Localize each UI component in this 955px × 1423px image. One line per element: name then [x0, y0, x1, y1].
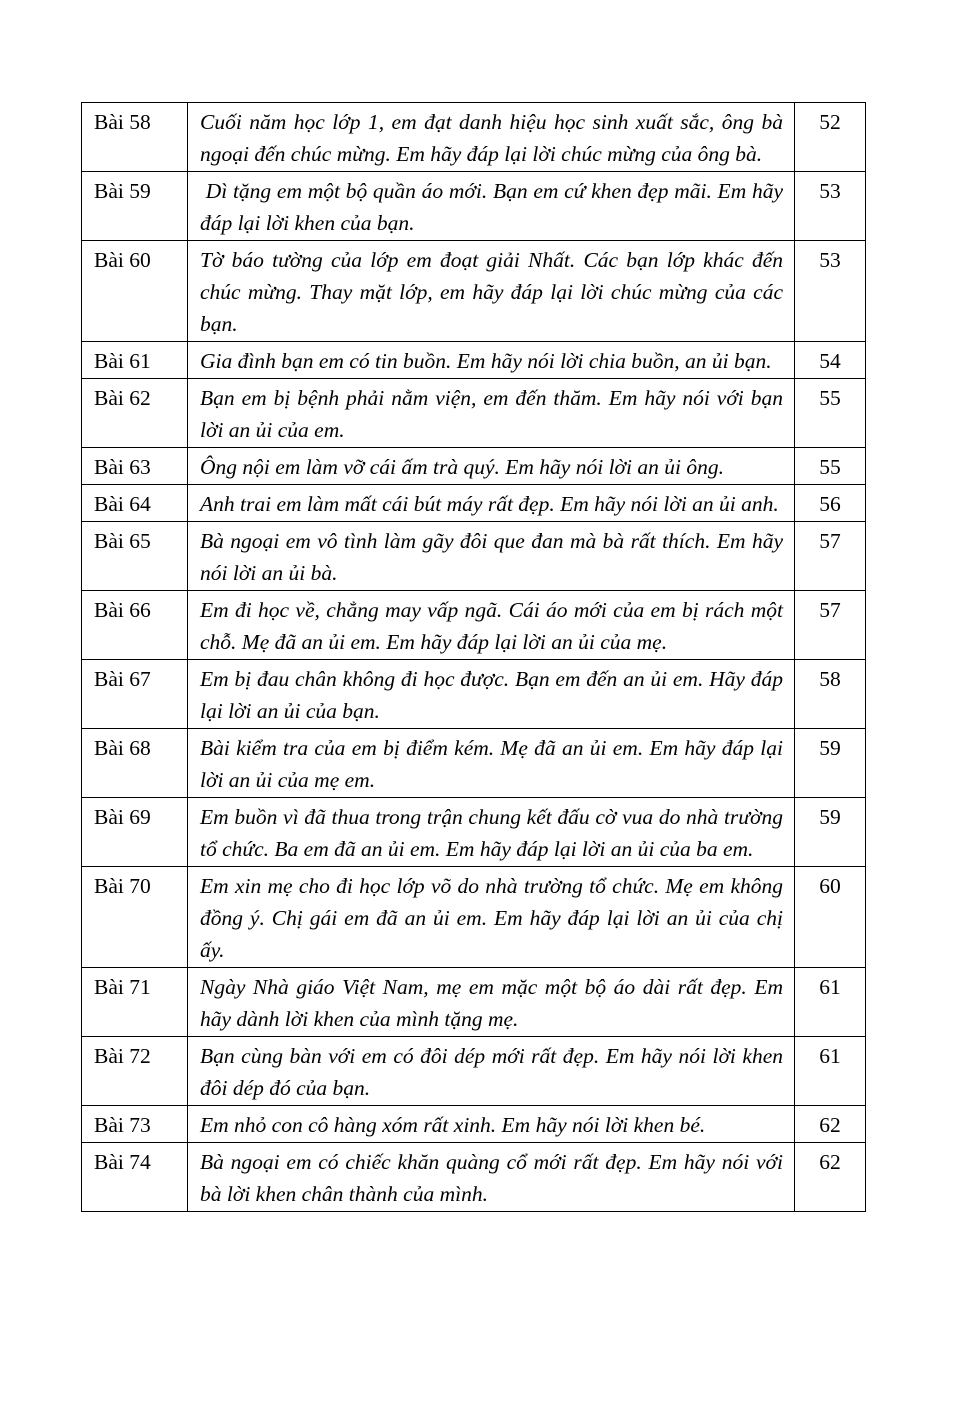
page-number: 60 [795, 867, 866, 968]
table-row [82, 591, 866, 660]
table-row [82, 1106, 866, 1143]
page-number: 53 [795, 241, 866, 342]
exercise-number: Bài 67 [82, 660, 188, 729]
table-row [82, 798, 866, 867]
exercise-description: Bài kiểm tra của em bị điểm kém. Mẹ đã an ủi em. Em hãy đáp lại lời an ủi của mẹ em. [188, 729, 795, 798]
exercise-number: Bài 69 [82, 798, 188, 867]
page-number: 62 [795, 1106, 866, 1143]
exercise-number: Bài 61 [82, 342, 188, 379]
exercise-number: Bài 60 [82, 241, 188, 342]
exercise-number: Bài 65 [82, 522, 188, 591]
page-number: 52 [795, 103, 866, 172]
page-number: 57 [795, 522, 866, 591]
exercise-description: Anh trai em làm mất cái bút máy rất đẹp. Em hãy nói lời an ủi anh. [188, 485, 795, 522]
exercise-description: Ngày Nhà giáo Việt Nam, mẹ em mặc một bộ áo dài rất đẹp. Em hãy dành lời khen của mình tặng mẹ. [188, 968, 795, 1037]
exercise-description: Em xin mẹ cho đi học lớp võ do nhà trường tổ chức. Mẹ em không đồng ý. Chị gái em đã an ủi em. Em hãy đáp lại lời an ủi của chị ấy. [188, 867, 795, 968]
exercise-description: Bà ngoại em vô tình làm gãy đôi que đan mà bà rất thích. Em hãy nói lời an ủi bà. [188, 522, 795, 591]
page-number: 53 [795, 172, 866, 241]
page-number: 59 [795, 729, 866, 798]
exercise-number: Bài 73 [82, 1106, 188, 1143]
table-of-contents [81, 102, 866, 1212]
table-row [82, 1037, 866, 1106]
exercise-description: Em nhỏ con cô hàng xóm rất xinh. Em hãy nói lời khen bé. [188, 1106, 795, 1143]
table-row [82, 241, 866, 342]
table-row [82, 660, 866, 729]
page-number: 58 [795, 660, 866, 729]
exercise-description: Bạn cùng bàn với em có đôi dép mới rất đẹp. Em hãy nói lời khen đôi dép đó của bạn. [188, 1037, 795, 1106]
exercise-number: Bài 66 [82, 591, 188, 660]
exercise-number: Bài 64 [82, 485, 188, 522]
exercise-description: Dì tặng em một bộ quần áo mới. Bạn em cứ khen đẹp mãi. Em hãy đáp lại lời khen của bạn. [188, 172, 795, 241]
page-number: 56 [795, 485, 866, 522]
exercise-description: Cuối năm học lớp 1, em đạt danh hiệu học sinh xuất sắc, ông bà ngoại đến chúc mừng. Em hãy đáp lại lời chúc mừng của ông bà. [188, 103, 795, 172]
table-row [82, 103, 866, 172]
table-row [82, 379, 866, 448]
table-row [82, 729, 866, 798]
exercise-description: Ông nội em làm vỡ cái ấm trà quý. Em hãy nói lời an ủi ông. [188, 448, 795, 485]
document-page [81, 102, 865, 1212]
exercise-description: Tờ báo tường của lớp em đoạt giải Nhất. Các bạn lớp khác đến chúc mừng. Thay mặt lớp, em hãy đáp lại lời chúc mừng của các bạn. [188, 241, 795, 342]
table-row [82, 342, 866, 379]
table-row [82, 867, 866, 968]
exercise-number: Bài 74 [82, 1143, 188, 1212]
table-row [82, 522, 866, 591]
exercise-description: Gia đình bạn em có tin buồn. Em hãy nói lời chia buồn, an ủi bạn. [188, 342, 795, 379]
table-row [82, 448, 866, 485]
exercise-number: Bài 63 [82, 448, 188, 485]
exercise-number: Bài 72 [82, 1037, 188, 1106]
page-number: 62 [795, 1143, 866, 1212]
exercise-number: Bài 62 [82, 379, 188, 448]
page-number: 55 [795, 379, 866, 448]
table-row [82, 485, 866, 522]
exercise-number: Bài 68 [82, 729, 188, 798]
exercise-description: Bạn em bị bệnh phải nằm viện, em đến thăm. Em hãy nói với bạn lời an ủi của em. [188, 379, 795, 448]
table-row [82, 1143, 866, 1212]
exercise-description: Bà ngoại em có chiếc khăn quàng cổ mới rất đẹp. Em hãy nói với bà lời khen chân thành của mình. [188, 1143, 795, 1212]
exercise-description: Em đi học về, chẳng may vấp ngã. Cái áo mới của em bị rách một chỗ. Mẹ đã an ủi em. Em hãy đáp lại lời an ủi của mẹ. [188, 591, 795, 660]
table-row [82, 968, 866, 1037]
exercise-number: Bài 58 [82, 103, 188, 172]
exercise-number: Bài 70 [82, 867, 188, 968]
exercise-description: Em bị đau chân không đi học được. Bạn em đến an ủi em. Hãy đáp lại lời an ủi của bạn. [188, 660, 795, 729]
table-row [82, 172, 866, 241]
exercise-number: Bài 71 [82, 968, 188, 1037]
page-number: 59 [795, 798, 866, 867]
page-number: 55 [795, 448, 866, 485]
page-number: 61 [795, 968, 866, 1037]
exercise-number: Bài 59 [82, 172, 188, 241]
exercise-description: Em buồn vì đã thua trong trận chung kết đấu cờ vua do nhà trường tổ chức. Ba em đã an ủi em. Em hãy đáp lại lời an ủi của ba em. [188, 798, 795, 867]
page-number: 57 [795, 591, 866, 660]
page-number: 61 [795, 1037, 866, 1106]
page-number: 54 [795, 342, 866, 379]
